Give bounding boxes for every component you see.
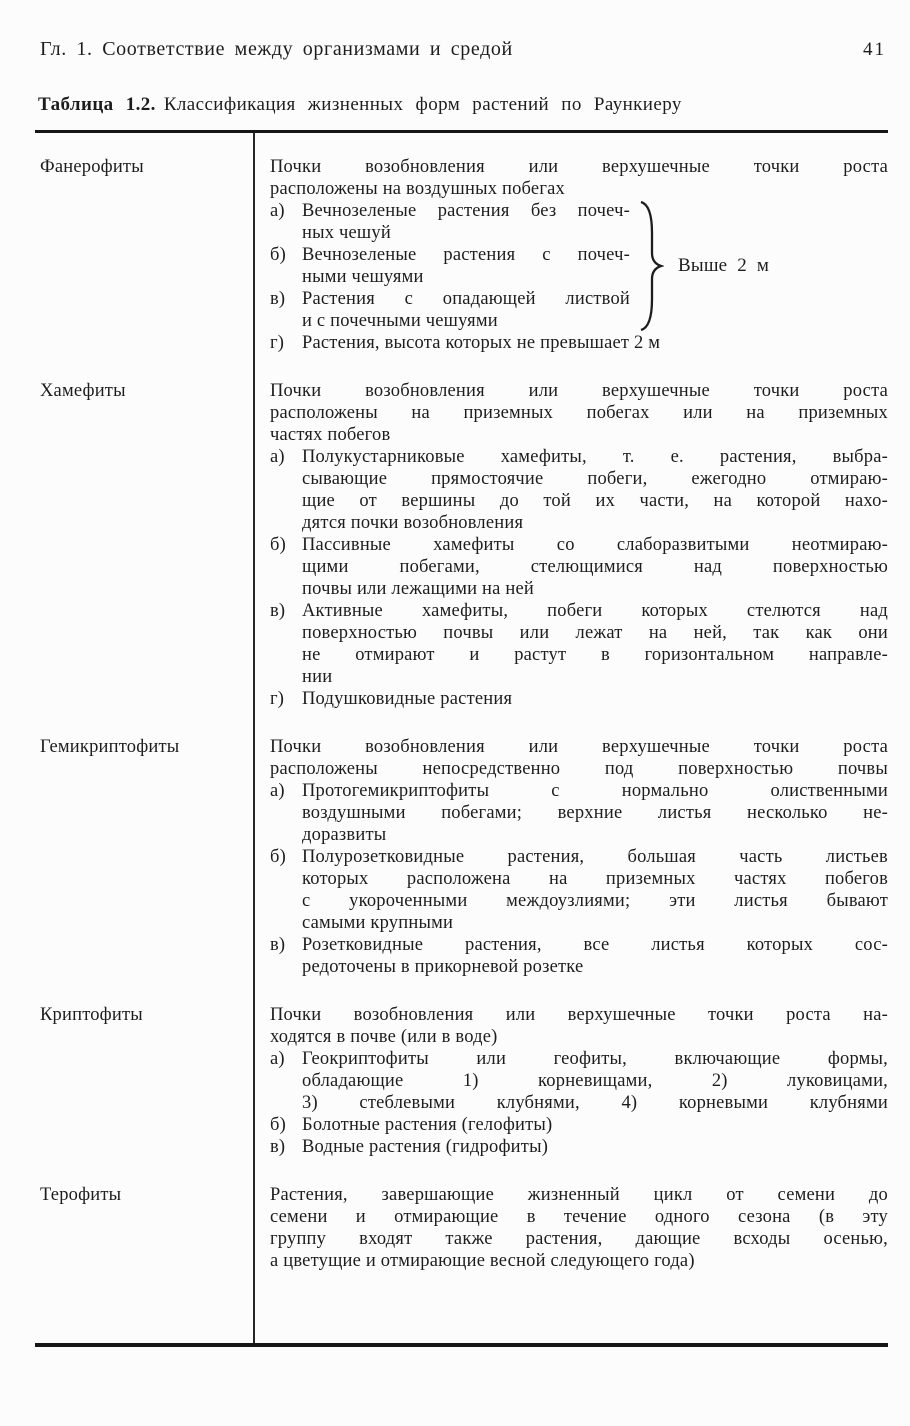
text-line: Почки возобновления или верхушечные точки роста (270, 737, 888, 757)
text-lines (270, 156, 888, 200)
list-item (270, 244, 630, 288)
item-label: б) (270, 1115, 286, 1135)
text-line: Растения, завершающие жизненный цикл от семени до (270, 1185, 888, 1205)
item-text (302, 332, 888, 354)
text-line: Растения, высота которых не превышает 2 м (302, 333, 661, 353)
item-text (302, 1136, 888, 1158)
text-line: группу входят также растения, дающие всходы осенью, (270, 1229, 888, 1249)
page-number: 41 (863, 39, 886, 60)
table-row (40, 156, 888, 354)
text-line: ных чешуй (302, 223, 391, 243)
text-line: дятся почки возобновления (302, 513, 524, 533)
list-item (270, 934, 888, 978)
text-line: Пассивные хамефиты со слаборазвитыми неотмираю- (302, 535, 888, 555)
list-item (270, 1048, 888, 1114)
definition-paragraph (270, 1184, 888, 1272)
list-item (270, 200, 630, 244)
definition-cell (270, 156, 888, 354)
text-line: обладающие 1) корневищами, 2) луковицами, (302, 1071, 888, 1091)
term-cell: Гемикриптофиты (40, 737, 180, 757)
text-lines (302, 846, 888, 934)
text-line: Полукустарниковые хамефиты, т. е. растения, выбра- (302, 447, 888, 467)
definition-paragraph (270, 156, 888, 200)
brace-wrap (638, 200, 664, 332)
text-line: не отмирают и растут в горизонтальном направле- (302, 645, 888, 665)
braced-group (270, 200, 888, 332)
text-lines (302, 688, 888, 710)
table-top-rule (35, 130, 888, 133)
list-item (270, 1136, 888, 1158)
list-item (270, 688, 888, 710)
item-label: в) (270, 289, 286, 309)
text-lines (302, 446, 888, 534)
braced-items (270, 200, 630, 332)
text-line: частях побегов (270, 425, 391, 445)
item-label: г) (270, 333, 285, 353)
brace-icon (638, 200, 664, 332)
text-line: Протогемикриптофиты с нормально олиственными (302, 781, 888, 801)
text-line: которых расположена на приземных частях побегов (302, 869, 888, 889)
item-text (302, 534, 888, 600)
term-cell: Терофиты (40, 1185, 122, 1205)
list-item (270, 288, 630, 332)
brace-label: Выше 2 м (678, 255, 770, 276)
item-label: а) (270, 1049, 285, 1069)
text-line: Болотные растения (гелофиты) (302, 1115, 553, 1135)
item-label: а) (270, 201, 285, 221)
text-line: Подушковидные растения (302, 689, 513, 709)
text-line: сывающие прямостоячие побеги, ежегодно отмираю- (302, 469, 888, 489)
item-text (302, 780, 888, 846)
text-lines (302, 1114, 888, 1136)
list-item (270, 780, 888, 846)
item-label: в) (270, 1137, 286, 1157)
text-lines (302, 1136, 888, 1158)
item-text (302, 446, 888, 534)
item-label: в) (270, 601, 286, 621)
item-label: г) (270, 689, 285, 709)
text-line: семени и отмирающие в течение одного сезона (в эту (270, 1207, 888, 1227)
item-label: б) (270, 535, 286, 555)
text-line: Растения с опадающей листвой (302, 289, 630, 309)
item-text (302, 288, 630, 332)
caption-label: Таблица 1.2. (38, 94, 156, 115)
definition-paragraph (270, 736, 888, 780)
text-line: воздушными побегами; верхние листья несколько не- (302, 803, 888, 823)
text-lines (270, 1184, 888, 1272)
list-item (270, 1114, 888, 1136)
text-line: с укороченными междоузлиями; эти листья бывают (302, 891, 888, 911)
text-line: расположены на воздушных побегах (270, 179, 565, 199)
running-head (40, 38, 886, 61)
table-row (40, 380, 888, 710)
list-item (270, 446, 888, 534)
term-cell: Фанерофиты (40, 157, 144, 177)
text-line: 3) стеблевыми клубнями, 4) корневыми клубнями (302, 1093, 888, 1113)
definition-cell (270, 1184, 888, 1272)
table-row (40, 1184, 888, 1272)
term-cell: Хамефиты (40, 381, 126, 401)
text-line: Активные хамефиты, побеги которых стелются над (302, 601, 888, 621)
text-line: а цветущие и отмирающие весной следующего года) (270, 1251, 695, 1271)
text-lines (270, 736, 888, 780)
text-line: расположены непосредственно под поверхностью почвы (270, 759, 888, 779)
text-lines (302, 534, 888, 600)
item-text (302, 244, 630, 288)
text-lines (302, 934, 888, 978)
text-line: расположены на приземных побегах или на приземных (270, 403, 888, 423)
text-line: Почки возобновления или верхушечные точки роста (270, 381, 888, 401)
list-item (270, 332, 888, 354)
item-text (302, 200, 630, 244)
item-label: в) (270, 935, 286, 955)
item-label: б) (270, 245, 286, 265)
list-item (270, 600, 888, 688)
text-lines (302, 288, 630, 332)
text-line: редоточены в прикорневой розетке (302, 957, 584, 977)
definition-paragraph (270, 380, 888, 446)
definition-paragraph (270, 1004, 888, 1048)
text-line: ными чешуями (302, 267, 424, 287)
item-text (302, 1114, 888, 1136)
text-line: Розетковидные растения, все листья которых сос- (302, 935, 888, 955)
definition-cell (270, 1004, 888, 1158)
table-bottom-rule (35, 1343, 888, 1347)
table-row (40, 1004, 888, 1158)
item-text (302, 688, 888, 710)
table-row (40, 736, 888, 978)
list-item (270, 846, 888, 934)
text-line: Вечнозеленые растения с почеч- (302, 245, 630, 265)
caption-title: Классификация жизненных форм растений по Раункиеру (163, 94, 682, 115)
text-line: щие от вершины до той их части, на которой нахо- (302, 491, 888, 511)
item-text (302, 1048, 888, 1114)
text-lines (270, 380, 888, 446)
text-line: почвы или лежащими на ней (302, 579, 534, 599)
term-cell: Криптофиты (40, 1005, 143, 1025)
running-header: Гл. 1. Соответствие между организмами и средой (40, 38, 513, 60)
list-item (270, 534, 888, 600)
definition-cell (270, 380, 888, 710)
definition-cell (270, 736, 888, 978)
item-label: б) (270, 847, 286, 867)
text-line: нии (302, 667, 333, 687)
text-lines (302, 200, 630, 244)
item-text (302, 846, 888, 934)
text-line: Вечнозеленые растения без почеч- (302, 201, 630, 221)
text-lines (270, 1004, 888, 1048)
text-lines (302, 244, 630, 288)
item-text (302, 934, 888, 978)
text-line: Почки возобновления или верхушечные точки роста на- (270, 1005, 888, 1025)
text-line: Полурозетковидные растения, большая часть листьев (302, 847, 888, 867)
text-line: самыми крупными (302, 913, 454, 933)
text-line: и с почечными чешуями (302, 311, 498, 331)
text-line: Водные растения (гидрофиты) (302, 1137, 549, 1157)
item-label: а) (270, 447, 285, 467)
text-line: Геокриптофиты или геофиты, включающие формы, (302, 1049, 888, 1069)
text-lines (302, 600, 888, 688)
text-line: поверхностью почвы или лежат на ней, так как они (302, 623, 888, 643)
item-label: а) (270, 781, 285, 801)
text-line: щими побегами, стелющимися над поверхностью (302, 557, 888, 577)
text-line: ходятся в почве (или в воде) (270, 1027, 498, 1047)
table-caption (38, 94, 886, 116)
text-lines (302, 332, 888, 354)
item-text (302, 600, 888, 688)
text-lines (302, 780, 888, 846)
text-lines (302, 1048, 888, 1114)
text-line: Почки возобновления или верхушечные точки роста (270, 157, 888, 177)
table-rows (40, 156, 888, 1298)
text-line: доразвиты (302, 825, 387, 845)
